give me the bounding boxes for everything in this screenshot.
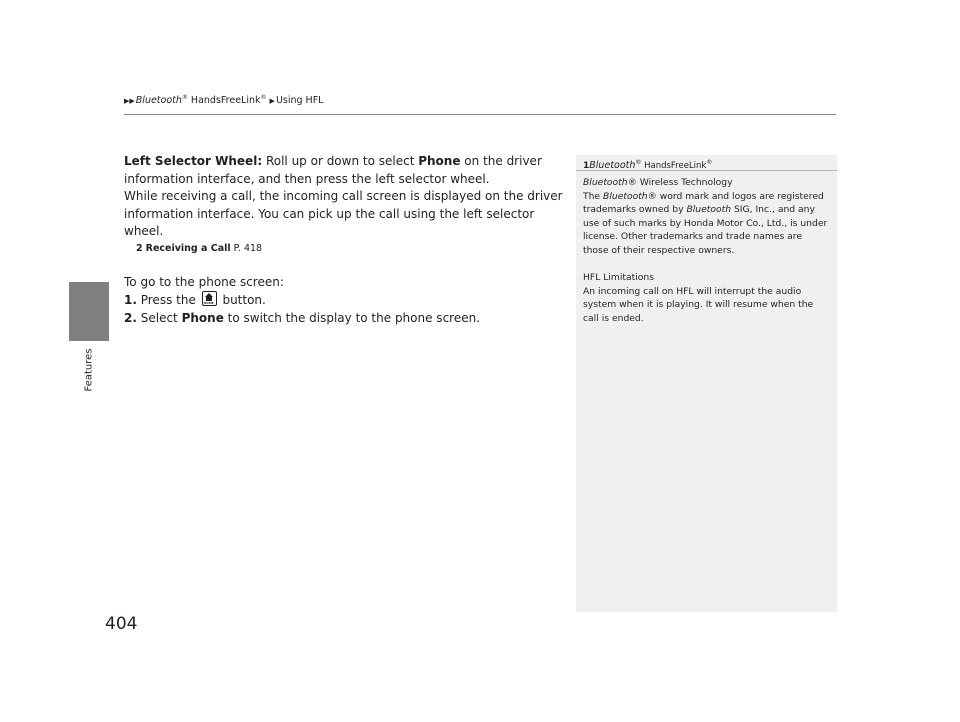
- section-tab: [69, 282, 109, 341]
- step-2: 2. Select Phone to switch the display to the phone screen.: [124, 310, 481, 325]
- sidebar-tech-title: Bluetooth® Wireless Technology: [583, 177, 733, 188]
- breadcrumb-item-bluetooth[interactable]: Bluetooth: [135, 95, 182, 107]
- step-1: 1. Press the HOME button.: [124, 293, 266, 307]
- breadcrumb-arrow-icon: ▶: [269, 97, 275, 106]
- header-divider: [124, 114, 836, 115]
- home-button-icon: HOME: [202, 291, 217, 306]
- paragraph-left-selector: Left Selector Wheel: Roll up or down to select Phone on the driver information interface, and then press the left selector wheel.: [124, 154, 542, 186]
- paragraph-incoming-call: While receiving a call, the incoming call screen is displayed on the driver information interface. You can pick up the call using the left selector wheel.: [124, 189, 563, 238]
- section-tab-label: Features: [83, 348, 95, 392]
- main-content: [124, 153, 564, 327]
- sidebar-limits-title: HFL Limitations: [583, 272, 655, 284]
- sidebar-limits-body: An incoming call on HFL will interrupt the audio system when it is playing. It will resume when the call is ended.: [583, 285, 814, 324]
- sidebar-tech-body: The Bluetooth® word mark and logos are registered trademarks owned by Bluetooth SIG, Inc., and any use of such marks by Honda Motor Co., Ltd., is under license. Other trademarks and trade names are those of their respective owners.: [583, 190, 828, 256]
- cross-reference-link[interactable]: 2 Receiving a Call P. 418: [136, 242, 263, 254]
- breadcrumb-arrow-icon: ▶▶: [124, 97, 135, 106]
- steps-intro: To go to the phone screen:: [124, 274, 284, 289]
- sidebar-header: 1Bluetooth® HandsFreeLink®: [576, 155, 837, 171]
- sidebar-body: [576, 171, 837, 326]
- breadcrumb: ▶▶Bluetooth® HandsFreeLink® ▶Using HFL: [124, 94, 324, 107]
- note-marker-icon: 1: [583, 161, 590, 172]
- xref-arrow-icon: 2: [136, 242, 143, 254]
- page-number: 404: [105, 614, 138, 634]
- breadcrumb-item-using-hfl[interactable]: Using HFL: [275, 95, 324, 107]
- sidebar-note: [576, 155, 837, 612]
